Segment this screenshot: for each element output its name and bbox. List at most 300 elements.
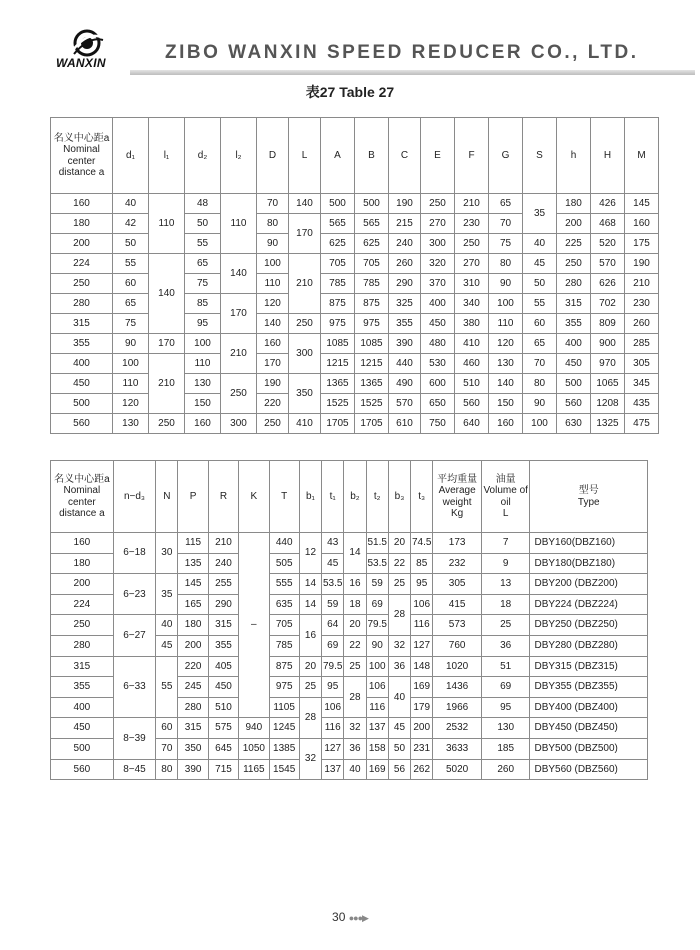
cell-A: 500 [321,194,355,214]
cell-a: 280 [51,635,114,656]
cell-t3: 262 [411,759,433,780]
cell-E: 530 [421,354,455,374]
cell-weight: 3633 [433,738,482,759]
cell-B: 1085 [355,334,389,354]
cell-t2: 51.5 [366,533,388,554]
cell-nd3: 8−39 [113,718,155,759]
cell-oil: 9 [481,553,530,574]
cell-E: 300 [421,234,455,254]
cell-A: 625 [321,234,355,254]
table-row [51,374,659,394]
cell-type: DBY180(DBZ180) [530,553,648,574]
cell-B: 975 [355,314,389,334]
cell-G: 65 [489,194,523,214]
cell-T: 975 [269,677,299,698]
cell-oil: 95 [481,697,530,718]
cell-T: 705 [269,615,299,636]
cell-C: 325 [389,294,421,314]
cell-C: 215 [389,214,421,234]
cell-A: 1215 [321,354,355,374]
cell-a: 560 [51,414,113,434]
cell-B: 1705 [355,414,389,434]
cell-R: 450 [208,677,238,698]
header-b2: b₂ [344,461,366,533]
cell-S: 45 [523,254,557,274]
cell-D: 120 [257,294,289,314]
cell-E: 320 [421,254,455,274]
page-header [40,28,660,80]
cell-a: 160 [51,194,113,214]
cell-G: 80 [489,254,523,274]
cell-weight: 5020 [433,759,482,780]
cell-R: 290 [208,594,238,615]
cell-E: 250 [421,194,455,214]
cell-a: 180 [51,553,114,574]
table-row [51,234,659,254]
cell-t1: 45 [322,553,344,574]
cell-t2: 69 [366,594,388,615]
cell-A: 1085 [321,334,355,354]
cell-C: 490 [389,374,421,394]
cell-H: 1065 [591,374,625,394]
cell-t1: 43 [322,533,344,554]
cell-R: 405 [208,656,238,677]
cell-weight: 760 [433,635,482,656]
cell-H: 626 [591,274,625,294]
cell-b2: 40 [344,759,366,780]
cell-D: 110 [257,274,289,294]
cell-F: 640 [455,414,489,434]
cell-d2: 48 [185,194,221,214]
cell-b2: 16 [344,574,366,595]
cell-t1: 127 [322,738,344,759]
cell-M: 260 [625,314,659,334]
cell-l2: 140 [221,254,257,294]
cell-M: 435 [625,394,659,414]
logo-text: WANXIN [56,56,106,70]
cell-F: 230 [455,214,489,234]
cell-h: 200 [557,214,591,234]
cell-S: 70 [523,354,557,374]
cell-L: 140 [289,194,321,214]
cell-type: DBY400 (DBZ400) [530,697,648,718]
cell-oil: 7 [481,533,530,554]
cell-a: 250 [51,615,114,636]
page-number: 30 [332,910,346,924]
cell-l1: 250 [149,414,185,434]
cell-a: 224 [51,594,114,615]
cell-t1: 137 [322,759,344,780]
cell-G: 160 [489,414,523,434]
header-nominal-distance: 名义中心距a Nominal center distance a [51,118,113,194]
cell-d2: 110 [185,354,221,374]
header-l2: l₂ [221,118,257,194]
cell-b1: 25 [299,677,321,698]
cell-oil: 51 [481,656,530,677]
cell-t2: 158 [366,738,388,759]
cell-N: 70 [156,738,178,759]
header-A: A [321,118,355,194]
cell-a: 560 [51,759,114,780]
cell-L: 170 [289,214,321,254]
cell-t1: 116 [322,718,344,739]
page-footer [0,910,700,924]
cell-E: 270 [421,214,455,234]
cell-R: 255 [208,574,238,595]
cell-T: 1105 [269,697,299,718]
cell-t1: 64 [322,615,344,636]
cell-F: 510 [455,374,489,394]
cell-weight: 232 [433,553,482,574]
cell-H: 520 [591,234,625,254]
cell-d1: 60 [113,274,149,294]
header-C: C [389,118,421,194]
header-oil-volume: 油量 Volume of oil L [481,461,530,533]
header-B: B [355,118,389,194]
cell-N: 30 [156,533,178,574]
cell-C: 290 [389,274,421,294]
header-K: K [239,461,269,533]
cell-t3: 169 [411,677,433,698]
cell-N: 40 [156,615,178,636]
header-T: T [269,461,299,533]
cell-M: 230 [625,294,659,314]
cell-R: 645 [208,738,238,759]
cell-a: 160 [51,533,114,554]
cell-weight: 1966 [433,697,482,718]
cell-F: 460 [455,354,489,374]
cell-a: 500 [51,394,113,414]
cell-S: 60 [523,314,557,334]
cell-T: 875 [269,656,299,677]
header-type: 型号 Type [530,461,648,533]
cell-t3: 74.5 [411,533,433,554]
cell-a: 400 [51,354,113,374]
cell-h: 450 [557,354,591,374]
cell-P: 220 [178,656,208,677]
cell-type: DBY500 (DBZ500) [530,738,648,759]
cell-C: 260 [389,254,421,274]
cell-D: 170 [257,354,289,374]
cell-t2: 59 [366,574,388,595]
cell-H: 702 [591,294,625,314]
table-row [51,314,659,334]
cell-K: 940 [239,718,269,739]
cell-H: 1208 [591,394,625,414]
cell-G: 100 [489,294,523,314]
cell-t2: 169 [366,759,388,780]
cell-oil: 18 [481,594,530,615]
cell-B: 500 [355,194,389,214]
cell-E: 450 [421,314,455,334]
cell-A: 1705 [321,414,355,434]
cell-type: DBY200 (DBZ200) [530,574,648,595]
cell-N: 60 [156,718,178,739]
cell-D: 220 [257,394,289,414]
cell-d2: 50 [185,214,221,234]
cell-t3: 116 [411,615,433,636]
table-row [51,334,659,354]
cell-G: 75 [489,234,523,254]
cell-b1: 12 [299,533,321,574]
cell-d1: 55 [113,254,149,274]
cell-h: 225 [557,234,591,254]
cell-M: 145 [625,194,659,214]
cell-M: 160 [625,214,659,234]
cell-G: 130 [489,354,523,374]
cell-H: 809 [591,314,625,334]
cell-type: DBY250 (DBZ250) [530,615,648,636]
cell-T: 1545 [269,759,299,780]
cell-d2: 55 [185,234,221,254]
cell-h: 250 [557,254,591,274]
header-average-weight: 平均重量 Average weight Kg [433,461,482,533]
header-l1: l₁ [149,118,185,194]
cell-F: 270 [455,254,489,274]
cell-d1: 75 [113,314,149,334]
cell-D: 90 [257,234,289,254]
cell-D: 100 [257,254,289,274]
cell-t2: 100 [366,656,388,677]
cell-A: 785 [321,274,355,294]
cell-nd3: 6−18 [113,533,155,574]
cell-P: 115 [178,533,208,554]
cell-h: 630 [557,414,591,434]
cell-a: 400 [51,697,114,718]
cell-P: 165 [178,594,208,615]
table-row [51,414,659,434]
cell-oil: 36 [481,635,530,656]
cell-l2: 210 [221,334,257,374]
table-row [51,615,648,636]
cell-B: 1215 [355,354,389,374]
gear-logo-icon [70,28,104,58]
cell-nd3: 6−33 [113,656,155,718]
cell-b2: 25 [344,656,366,677]
wanxin-logo [40,28,135,76]
cell-C: 355 [389,314,421,334]
header-t3: t₃ [411,461,433,533]
cell-t3: 231 [411,738,433,759]
cell-F: 250 [455,234,489,254]
table-row [51,274,659,294]
cell-t3: 179 [411,697,433,718]
cell-l1: 170 [149,334,185,354]
cell-a: 200 [51,234,113,254]
cell-t2: 106 [366,677,388,698]
cell-R: 355 [208,635,238,656]
header-L: L [289,118,321,194]
cell-b1: 16 [299,615,321,656]
cell-b2: 36 [344,738,366,759]
cell-D: 250 [257,414,289,434]
cell-b3: 36 [388,656,410,677]
cell-E: 650 [421,394,455,414]
cell-type: DBY355 (DBZ355) [530,677,648,698]
cell-B: 625 [355,234,389,254]
cell-C: 190 [389,194,421,214]
cell-N: 45 [156,635,178,656]
cell-a: 450 [51,374,113,394]
cell-h: 180 [557,194,591,214]
cell-h: 315 [557,294,591,314]
table-row [51,533,648,554]
cell-L: 210 [289,254,321,314]
cell-nd3: 8−45 [113,759,155,780]
cell-T: 635 [269,594,299,615]
cell-a: 224 [51,254,113,274]
cell-D: 190 [257,374,289,394]
header-S: S [523,118,557,194]
cell-b3: 50 [388,738,410,759]
cell-d2: 75 [185,274,221,294]
cell-P: 245 [178,677,208,698]
cell-a: 315 [51,314,113,334]
cell-L: 300 [289,334,321,374]
cell-weight: 2532 [433,718,482,739]
cell-D: 80 [257,214,289,234]
cell-b3: 45 [388,718,410,739]
cell-C: 610 [389,414,421,434]
cell-type: DBY450 (DBZ450) [530,718,648,739]
cell-b1: 14 [299,594,321,615]
cell-nd3: 6−23 [113,574,155,615]
header-t2: t₂ [366,461,388,533]
cell-L: 350 [289,374,321,414]
table-row [51,718,648,739]
cell-weight: 173 [433,533,482,554]
cell-d2: 150 [185,394,221,414]
cell-H: 468 [591,214,625,234]
cell-P: 280 [178,697,208,718]
cell-t1: 59 [322,594,344,615]
header-F: F [455,118,489,194]
cell-R: 510 [208,697,238,718]
table-row [51,656,648,677]
cell-b2: 32 [344,718,366,739]
cell-b1: 14 [299,574,321,595]
header-M: M [625,118,659,194]
cell-l2: 300 [221,414,257,434]
cell-P: 350 [178,738,208,759]
cell-R: 715 [208,759,238,780]
cell-t3: 127 [411,635,433,656]
header-t1: t₁ [322,461,344,533]
cell-F: 380 [455,314,489,334]
cell-N: 35 [156,574,178,615]
cell-a: 355 [51,677,114,698]
cell-P: 390 [178,759,208,780]
cell-type: DBY224 (DBZ224) [530,594,648,615]
cell-t2: 53.5 [366,553,388,574]
table-header-row [51,461,648,533]
cell-R: 240 [208,553,238,574]
cell-C: 440 [389,354,421,374]
cell-P: 145 [178,574,208,595]
cell-d2: 160 [185,414,221,434]
cell-G: 140 [489,374,523,394]
cell-R: 210 [208,533,238,554]
cell-G: 90 [489,274,523,294]
cell-G: 150 [489,394,523,414]
cell-b2: 22 [344,635,366,656]
cell-R: 575 [208,718,238,739]
cell-type: DBY160(DBZ160) [530,533,648,554]
cell-A: 565 [321,214,355,234]
cell-M: 190 [625,254,659,274]
cell-d2: 130 [185,374,221,394]
cell-K: 1050 [239,738,269,759]
header-D: D [257,118,289,194]
cell-t1: 95 [322,677,344,698]
header-H: H [591,118,625,194]
cell-C: 390 [389,334,421,354]
cell-B: 705 [355,254,389,274]
cell-d1: 40 [113,194,149,214]
cell-h: 500 [557,374,591,394]
cell-weight: 1436 [433,677,482,698]
cell-type: DBY560 (DBZ560) [530,759,648,780]
cell-S: 100 [523,414,557,434]
cell-F: 410 [455,334,489,354]
cell-type: DBY315 (DBZ315) [530,656,648,677]
cell-E: 600 [421,374,455,394]
cell-R: 315 [208,615,238,636]
cell-B: 565 [355,214,389,234]
cell-A: 975 [321,314,355,334]
cell-b3: 25 [388,574,410,595]
header-nd3: n−d₃ [113,461,155,533]
cell-b2: 14 [344,533,366,574]
cell-oil: 260 [481,759,530,780]
cell-d1: 110 [113,374,149,394]
cell-F: 310 [455,274,489,294]
cell-weight: 1020 [433,656,482,677]
cell-b3: 22 [388,553,410,574]
cell-t2: 79.5 [366,615,388,636]
cell-P: 200 [178,635,208,656]
cell-t1: 79.5 [322,656,344,677]
cell-t2: 90 [366,635,388,656]
cell-oil: 13 [481,574,530,595]
header-h: h [557,118,591,194]
cell-b3: 40 [388,677,410,718]
cell-l1: 110 [149,194,185,254]
cell-d2: 65 [185,254,221,274]
cell-l1: 210 [149,354,185,414]
cell-a: 500 [51,738,114,759]
cell-l2: 170 [221,294,257,334]
cell-b1: 28 [299,697,321,738]
cell-b3: 28 [388,594,410,635]
cell-t1: 106 [322,697,344,718]
cell-h: 355 [557,314,591,334]
cell-P: 315 [178,718,208,739]
cell-t2: 116 [366,697,388,718]
cell-H: 970 [591,354,625,374]
table-row [51,194,659,214]
cell-H: 426 [591,194,625,214]
cell-A: 1525 [321,394,355,414]
cell-b3: 32 [388,635,410,656]
cell-T: 505 [269,553,299,574]
table-row [51,354,659,374]
cell-E: 370 [421,274,455,294]
cell-F: 560 [455,394,489,414]
cell-a: 315 [51,656,114,677]
cell-t3: 95 [411,574,433,595]
cell-G: 120 [489,334,523,354]
